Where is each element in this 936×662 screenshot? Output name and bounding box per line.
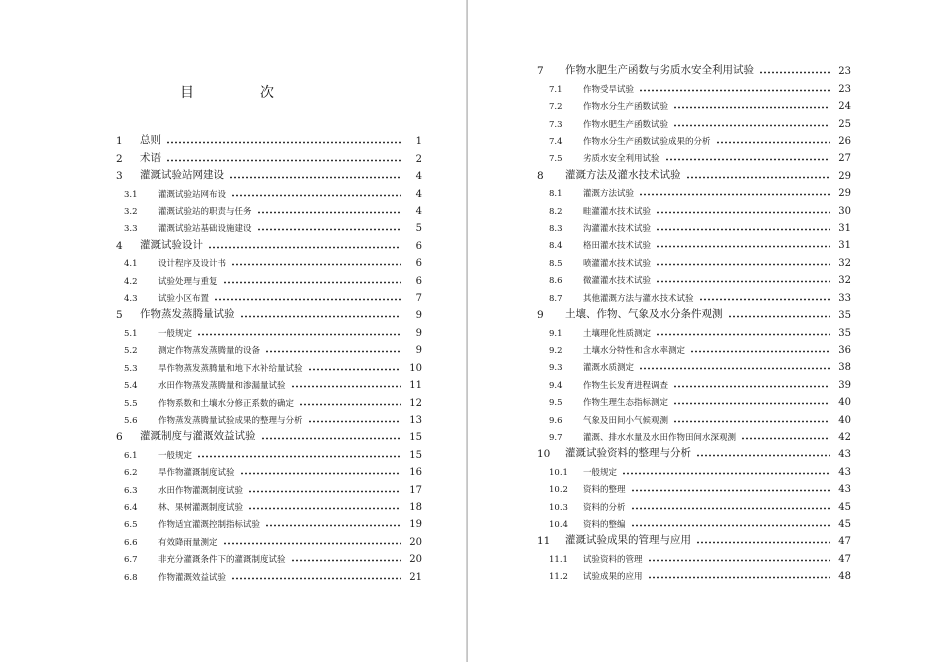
toc-entry-number: 5.4 — [124, 381, 138, 392]
dot-leader — [231, 263, 401, 266]
dot-leader — [673, 402, 830, 405]
toc-entry-page-number: 9 — [415, 310, 422, 322]
toc-entry-number: 11 — [537, 535, 551, 548]
toc-entry-title: 灌溉试验设计 — [140, 238, 203, 251]
toc-entry-page-number: 23 — [838, 83, 851, 95]
toc-entry-number: 4.2 — [124, 276, 138, 287]
toc-entry-page-number: 31 — [838, 223, 851, 235]
toc-left-column — [110, 130, 422, 583]
toc-entry-number: 7.5 — [549, 154, 563, 165]
toc-entry-page-number: 48 — [838, 571, 851, 583]
toc-entry-number: 2 — [116, 152, 123, 165]
dot-leader — [686, 176, 831, 179]
toc-entry-number: 10 — [537, 448, 551, 461]
dot-leader — [166, 141, 401, 144]
toc-section-entry[interactable] — [533, 112, 851, 129]
toc-entry-title: 喷灌灌水技术试验 — [583, 258, 652, 269]
toc-entry-title: 水田作物蒸发蒸腾量和渗漏量试验 — [158, 381, 286, 392]
toc-entry-title: 一般规定 — [583, 467, 618, 478]
dot-leader — [265, 524, 401, 527]
toc-entry-page-number: 24 — [838, 101, 851, 113]
toc-section-entry[interactable] — [533, 182, 851, 199]
toc-entry-number: 10.4 — [549, 519, 568, 530]
toc-section-entry[interactable] — [533, 147, 851, 164]
toc-entry-title: 作物水肥生产函数试验 — [583, 119, 669, 130]
dot-leader — [656, 245, 830, 248]
toc-section-entry[interactable] — [533, 199, 851, 216]
toc-section-entry[interactable] — [533, 217, 851, 234]
toc-section-entry[interactable] — [533, 130, 851, 147]
toc-entry-title: 土壤、作物、气象及水分条件观测 — [565, 308, 723, 321]
toc-chapter-entry[interactable] — [533, 164, 851, 181]
page-title: 目 次 — [180, 85, 300, 101]
dot-leader — [231, 194, 401, 197]
toc-entry-page-number: 9 — [415, 345, 422, 357]
toc-entry-number: 9.3 — [549, 363, 563, 374]
toc-entry-number: 7.1 — [549, 84, 563, 95]
toc-section-entry[interactable] — [533, 339, 851, 356]
toc-entry-title: 气象及田间小气候观测 — [583, 415, 669, 426]
toc-entry-number: 11.2 — [549, 572, 568, 583]
toc-entry-number: 9.4 — [549, 380, 563, 391]
toc-entry-page-number: 47 — [838, 553, 851, 565]
toc-entry-number: 9.5 — [549, 398, 563, 409]
toc-entry-page-number: 42 — [838, 431, 851, 443]
toc-entry-title: 作物系数和土壤水分修正系数的确定 — [158, 398, 295, 409]
toc-entry-title: 作物水分生产函数试验成果的分析 — [583, 137, 711, 148]
toc-entry-title: 资料的整理 — [583, 485, 626, 496]
toc-entry-number: 9 — [537, 309, 544, 322]
dot-leader — [248, 507, 401, 510]
toc-entry-page-number: 47 — [838, 536, 851, 548]
toc-section-entry[interactable] — [110, 409, 422, 426]
dot-leader — [716, 141, 830, 144]
toc-section-entry[interactable] — [533, 513, 851, 530]
toc-entry-number: 9.7 — [549, 432, 563, 443]
toc-entry-page-number: 43 — [838, 449, 851, 461]
toc-entry-number: 8.4 — [549, 241, 563, 252]
toc-section-entry[interactable] — [533, 408, 851, 425]
dot-leader — [308, 368, 401, 371]
toc-entry-title: 格田灌水技术试验 — [583, 241, 652, 252]
toc-entry-page-number: 1 — [415, 136, 422, 148]
toc-entry-number: 5.3 — [124, 363, 138, 374]
toc-section-entry[interactable] — [110, 200, 422, 217]
dot-leader — [291, 559, 401, 562]
toc-entry-number: 4 — [116, 239, 123, 252]
toc-chapter-entry[interactable] — [533, 443, 851, 460]
toc-entry-number: 8.3 — [549, 224, 563, 235]
toc-entry-title: 灌溉方法及灌水技术试验 — [565, 168, 681, 181]
toc-entry-page-number: 4 — [415, 171, 422, 183]
toc-entry-title: 灌溉水质测定 — [583, 363, 635, 374]
toc-entry-page-number: 38 — [838, 362, 851, 374]
toc-entry-page-number: 20 — [409, 554, 422, 566]
toc-section-entry[interactable] — [533, 95, 851, 112]
toc-entry-page-number: 32 — [838, 257, 851, 269]
book-fold-divider — [466, 0, 468, 662]
dot-leader — [631, 489, 830, 492]
toc-section-entry[interactable] — [110, 321, 422, 338]
toc-entry-title: 沟灌灌水技术试验 — [583, 224, 652, 235]
toc-entry-title: 作物生理生态指标测定 — [583, 398, 669, 409]
dot-leader — [656, 280, 830, 283]
dot-leader — [299, 403, 401, 406]
dot-leader — [261, 437, 402, 440]
toc-entry-title: 灌溉试验站基础设施建设 — [158, 224, 252, 235]
toc-entry-page-number: 10 — [409, 362, 422, 374]
toc-entry-number: 7.3 — [549, 119, 563, 130]
toc-section-entry[interactable] — [110, 513, 422, 530]
toc-entry-page-number: 43 — [838, 484, 851, 496]
dot-leader — [240, 315, 402, 318]
toc-section-entry[interactable] — [533, 565, 851, 582]
dot-leader — [656, 263, 830, 266]
dot-leader — [223, 542, 401, 545]
dot-leader — [639, 367, 830, 370]
toc-entry-number: 3.1 — [124, 189, 138, 200]
toc-section-entry[interactable] — [110, 391, 422, 408]
toc-section-entry[interactable] — [110, 496, 422, 513]
toc-entry-title: 水田作物灌溉制度试验 — [158, 485, 244, 496]
toc-section-entry[interactable] — [533, 495, 851, 512]
toc-entry-page-number: 33 — [838, 292, 851, 304]
toc-entry-page-number: 11 — [409, 380, 422, 392]
dot-leader — [229, 176, 401, 179]
toc-entry-page-number: 21 — [409, 571, 422, 583]
toc-entry-page-number: 15 — [409, 432, 422, 444]
toc-section-entry[interactable] — [110, 217, 422, 234]
toc-entry-number: 6.8 — [124, 572, 138, 583]
toc-entry-number: 7.2 — [549, 102, 563, 113]
toc-entry-number: 10.1 — [549, 467, 568, 478]
toc-section-entry[interactable] — [110, 461, 422, 478]
dot-leader — [631, 507, 830, 510]
toc-entry-title: 一般规定 — [158, 450, 193, 461]
toc-entry-title: 其他灌溉方法与灌水技术试验 — [583, 293, 694, 304]
toc-entry-number: 3 — [116, 170, 123, 183]
dot-leader — [656, 333, 830, 336]
dot-leader — [673, 385, 830, 388]
toc-entry-page-number: 43 — [838, 466, 851, 478]
toc-section-entry[interactable] — [110, 252, 422, 269]
toc-entry-number: 7 — [537, 65, 544, 78]
dot-leader — [728, 315, 831, 318]
dot-leader — [240, 472, 401, 475]
toc-entry-page-number: 5 — [415, 223, 422, 235]
toc-entry-page-number: 23 — [838, 66, 851, 78]
toc-chapter-entry[interactable] — [110, 234, 422, 251]
toc-entry-page-number: 45 — [838, 518, 851, 530]
toc-entry-title: 试验处理与重复 — [158, 276, 218, 287]
toc-section-entry[interactable] — [110, 530, 422, 547]
dot-leader — [759, 71, 830, 74]
toc-section-entry[interactable] — [110, 443, 422, 460]
toc-entry-number: 6.2 — [124, 468, 138, 479]
toc-entry-title: 资料的整编 — [583, 519, 626, 530]
toc-section-entry[interactable] — [110, 287, 422, 304]
toc-section-entry[interactable] — [533, 234, 851, 251]
toc-entry-page-number: 12 — [409, 397, 422, 409]
dot-leader — [223, 281, 401, 284]
toc-entry-title: 土壤理化性质测定 — [583, 328, 652, 339]
toc-entry-number: 10.3 — [549, 502, 568, 513]
toc-entry-number: 3.3 — [124, 224, 138, 235]
toc-entry-number: 8.5 — [549, 258, 563, 269]
toc-section-entry[interactable] — [533, 321, 851, 338]
toc-chapter-entry[interactable] — [533, 304, 851, 321]
toc-section-entry[interactable] — [533, 356, 851, 373]
dot-leader — [214, 298, 401, 301]
dot-leader — [665, 158, 830, 161]
toc-entry-number: 1 — [116, 135, 123, 148]
toc-entry-title: 非充分灌溉条件下的灌溉制度试验 — [158, 555, 286, 566]
dot-leader — [231, 577, 401, 580]
dot-leader — [696, 541, 830, 544]
toc-chapter-entry[interactable] — [533, 530, 851, 547]
toc-entry-page-number: 45 — [838, 501, 851, 513]
toc-entry-number: 5.6 — [124, 415, 138, 426]
toc-entry-number: 6.5 — [124, 520, 138, 531]
toc-entry-number: 5.2 — [124, 346, 138, 357]
dot-leader — [197, 333, 401, 336]
toc-section-entry[interactable] — [110, 182, 422, 199]
toc-entry-title: 试验资料的管理 — [583, 554, 643, 565]
toc-entry-title: 资料的分析 — [583, 502, 626, 513]
toc-entry-page-number: 9 — [415, 327, 422, 339]
toc-entry-page-number: 29 — [838, 188, 851, 200]
dot-leader — [166, 159, 401, 162]
dot-leader — [673, 124, 830, 127]
toc-entry-number: 5 — [116, 309, 123, 322]
toc-section-entry[interactable] — [533, 251, 851, 268]
toc-entry-page-number: 32 — [838, 275, 851, 287]
dot-leader — [648, 559, 830, 562]
toc-entry-page-number: 4 — [415, 188, 422, 200]
toc-entry-title: 作物蒸发蒸腾量试验 — [140, 308, 235, 321]
toc-chapter-entry[interactable] — [110, 147, 422, 164]
toc-section-entry[interactable] — [533, 373, 851, 390]
toc-entry-page-number: 2 — [415, 153, 422, 165]
toc-section-entry[interactable] — [533, 547, 851, 564]
dot-leader — [248, 490, 401, 493]
toc-entry-number: 6 — [116, 431, 123, 444]
toc-entry-page-number: 35 — [838, 327, 851, 339]
dot-leader — [197, 455, 401, 458]
toc-entry-page-number: 15 — [409, 449, 422, 461]
toc-entry-page-number: 7 — [415, 293, 422, 305]
dot-leader — [257, 228, 401, 231]
dot-leader — [690, 350, 830, 353]
toc-entry-title: 有效降雨量测定 — [158, 537, 218, 548]
toc-section-entry[interactable] — [533, 269, 851, 286]
toc-entry-title: 设计程序及设计书 — [158, 259, 227, 270]
dot-leader — [208, 246, 401, 249]
toc-entry-number: 3.2 — [124, 207, 138, 218]
toc-entry-title: 作物适宜灌溉控制指标试验 — [158, 520, 261, 531]
dot-leader — [308, 420, 401, 423]
toc-entry-number: 7.4 — [549, 137, 563, 148]
dot-leader — [673, 420, 830, 423]
toc-entry-title: 一般规定 — [158, 328, 193, 339]
toc-entry-page-number: 6 — [415, 275, 422, 287]
toc-section-entry[interactable] — [533, 286, 851, 303]
toc-entry-title: 劣质水安全利用试验 — [583, 154, 660, 165]
toc-entry-title: 灌溉试验站网建设 — [140, 169, 224, 182]
toc-entry-title: 总则 — [140, 134, 161, 147]
dot-leader — [631, 524, 830, 527]
toc-right-column — [533, 60, 851, 582]
toc-entry-title: 术语 — [140, 151, 161, 164]
toc-entry-page-number: 18 — [409, 501, 422, 513]
toc-entry-title: 灌溉试验资料的整理与分析 — [565, 447, 691, 460]
toc-entry-page-number: 40 — [838, 414, 851, 426]
dot-leader — [696, 454, 830, 457]
toc-entry-page-number: 13 — [409, 414, 422, 426]
toc-entry-number: 9.2 — [549, 345, 563, 356]
toc-chapter-entry[interactable] — [110, 426, 422, 443]
toc-entry-number: 6.3 — [124, 485, 138, 496]
toc-entry-title: 灌溉方法试验 — [583, 189, 635, 200]
dot-leader — [656, 228, 830, 231]
toc-entry-number: 4.1 — [124, 259, 138, 270]
toc-entry-page-number: 20 — [409, 536, 422, 548]
toc-chapter-entry[interactable] — [110, 304, 422, 321]
dot-leader — [639, 89, 830, 92]
toc-entry-number: 8.2 — [549, 206, 563, 217]
toc-entry-title: 作物水肥生产函数与劣质水安全利用试验 — [565, 64, 754, 77]
dot-leader — [639, 193, 830, 196]
dot-leader — [291, 385, 401, 388]
toc-entry-number: 8.6 — [549, 276, 563, 287]
toc-entry-page-number: 27 — [838, 153, 851, 165]
toc-entry-title: 土壤水分特性和含水率测定 — [583, 345, 686, 356]
toc-section-entry[interactable] — [533, 460, 851, 477]
toc-entry-page-number: 6 — [415, 258, 422, 270]
toc-section-entry[interactable] — [533, 426, 851, 443]
toc-entry-number: 10.2 — [549, 485, 568, 496]
toc-entry-number: 6.1 — [124, 450, 138, 461]
toc-entry-title: 试验成果的应用 — [583, 572, 643, 583]
toc-entry-title: 旱作物蒸发蒸腾量和地下水补给量试验 — [158, 363, 303, 374]
toc-section-entry[interactable] — [110, 356, 422, 373]
toc-entry-title: 作物蒸发蒸腾量试验成果的整理与分析 — [158, 415, 303, 426]
toc-chapter-entry[interactable] — [110, 165, 422, 182]
toc-entry-title: 灌溉试验成果的管理与应用 — [565, 534, 691, 547]
toc-entry-page-number: 26 — [838, 136, 851, 148]
dot-leader — [673, 106, 830, 109]
toc-entry-number: 5.1 — [124, 328, 138, 339]
toc-entry-number: 8 — [537, 169, 544, 182]
toc-entry-number: 6.7 — [124, 555, 138, 566]
toc-entry-title: 林、果树灌溉制度试验 — [158, 502, 244, 513]
toc-entry-page-number: 29 — [838, 170, 851, 182]
toc-section-entry[interactable] — [110, 478, 422, 495]
toc-entry-title: 微灌灌水技术试验 — [583, 276, 652, 287]
toc-entry-page-number: 39 — [838, 379, 851, 391]
toc-chapter-entry[interactable] — [110, 130, 422, 147]
toc-section-entry[interactable] — [533, 77, 851, 94]
toc-entry-page-number: 16 — [409, 467, 422, 479]
toc-entry-page-number: 6 — [415, 240, 422, 252]
toc-entry-page-number: 4 — [415, 206, 422, 218]
toc-entry-page-number: 30 — [838, 205, 851, 217]
dot-leader — [265, 350, 401, 353]
toc-section-entry[interactable] — [110, 548, 422, 565]
toc-entry-title: 测定作物蒸发蒸腾量的设备 — [158, 346, 261, 357]
toc-entry-number: 6.4 — [124, 502, 138, 513]
dot-leader — [699, 298, 830, 301]
toc-entry-page-number: 25 — [838, 118, 851, 130]
toc-section-entry[interactable] — [110, 374, 422, 391]
toc-entry-page-number: 19 — [409, 519, 422, 531]
toc-entry-number: 6.6 — [124, 537, 138, 548]
toc-chapter-entry[interactable] — [533, 60, 851, 77]
toc-section-entry[interactable] — [533, 478, 851, 495]
dot-leader — [648, 576, 830, 579]
toc-entry-number: 9.1 — [549, 328, 563, 339]
toc-entry-page-number: 35 — [838, 310, 851, 322]
dot-leader — [656, 211, 830, 214]
toc-entry-title: 旱作物灌溉制度试验 — [158, 468, 235, 479]
toc-entry-title: 作物受旱试验 — [583, 84, 635, 95]
toc-entry-number: 8.7 — [549, 293, 563, 304]
toc-entry-number: 5.5 — [124, 398, 138, 409]
toc-entry-title: 灌溉试验站网布设 — [158, 189, 227, 200]
toc-entry-page-number: 40 — [838, 397, 851, 409]
toc-entry-title: 试验小区布置 — [158, 294, 210, 305]
toc-entry-number: 8.1 — [549, 189, 563, 200]
toc-entry-page-number: 31 — [838, 240, 851, 252]
toc-entry-title: 灌溉制度与灌溉效益试验 — [140, 430, 256, 443]
toc-entry-title: 畦灌灌水技术试验 — [583, 206, 652, 217]
dot-leader — [741, 437, 830, 440]
toc-entry-number: 11.1 — [549, 554, 568, 565]
toc-entry-title: 灌溉试验站的职责与任务 — [158, 207, 252, 218]
toc-entry-page-number: 17 — [409, 484, 422, 496]
toc-entry-title: 灌溉、排水水量及水田作物田间水深观测 — [583, 432, 737, 443]
toc-section-entry[interactable] — [110, 339, 422, 356]
dot-leader — [257, 211, 401, 214]
toc-entry-number: 9.6 — [549, 415, 563, 426]
toc-entry-title: 作物生长发育进程调查 — [583, 380, 669, 391]
toc-entry-title: 作物灌溉效益试验 — [158, 572, 227, 583]
dot-leader — [622, 472, 830, 475]
toc-entry-page-number: 36 — [838, 344, 851, 356]
toc-section-entry[interactable] — [110, 565, 422, 582]
toc-section-entry[interactable] — [110, 269, 422, 286]
toc-entry-number: 4.3 — [124, 294, 138, 305]
toc-section-entry[interactable] — [533, 391, 851, 408]
toc-entry-title: 作物水分生产函数试验 — [583, 102, 669, 113]
